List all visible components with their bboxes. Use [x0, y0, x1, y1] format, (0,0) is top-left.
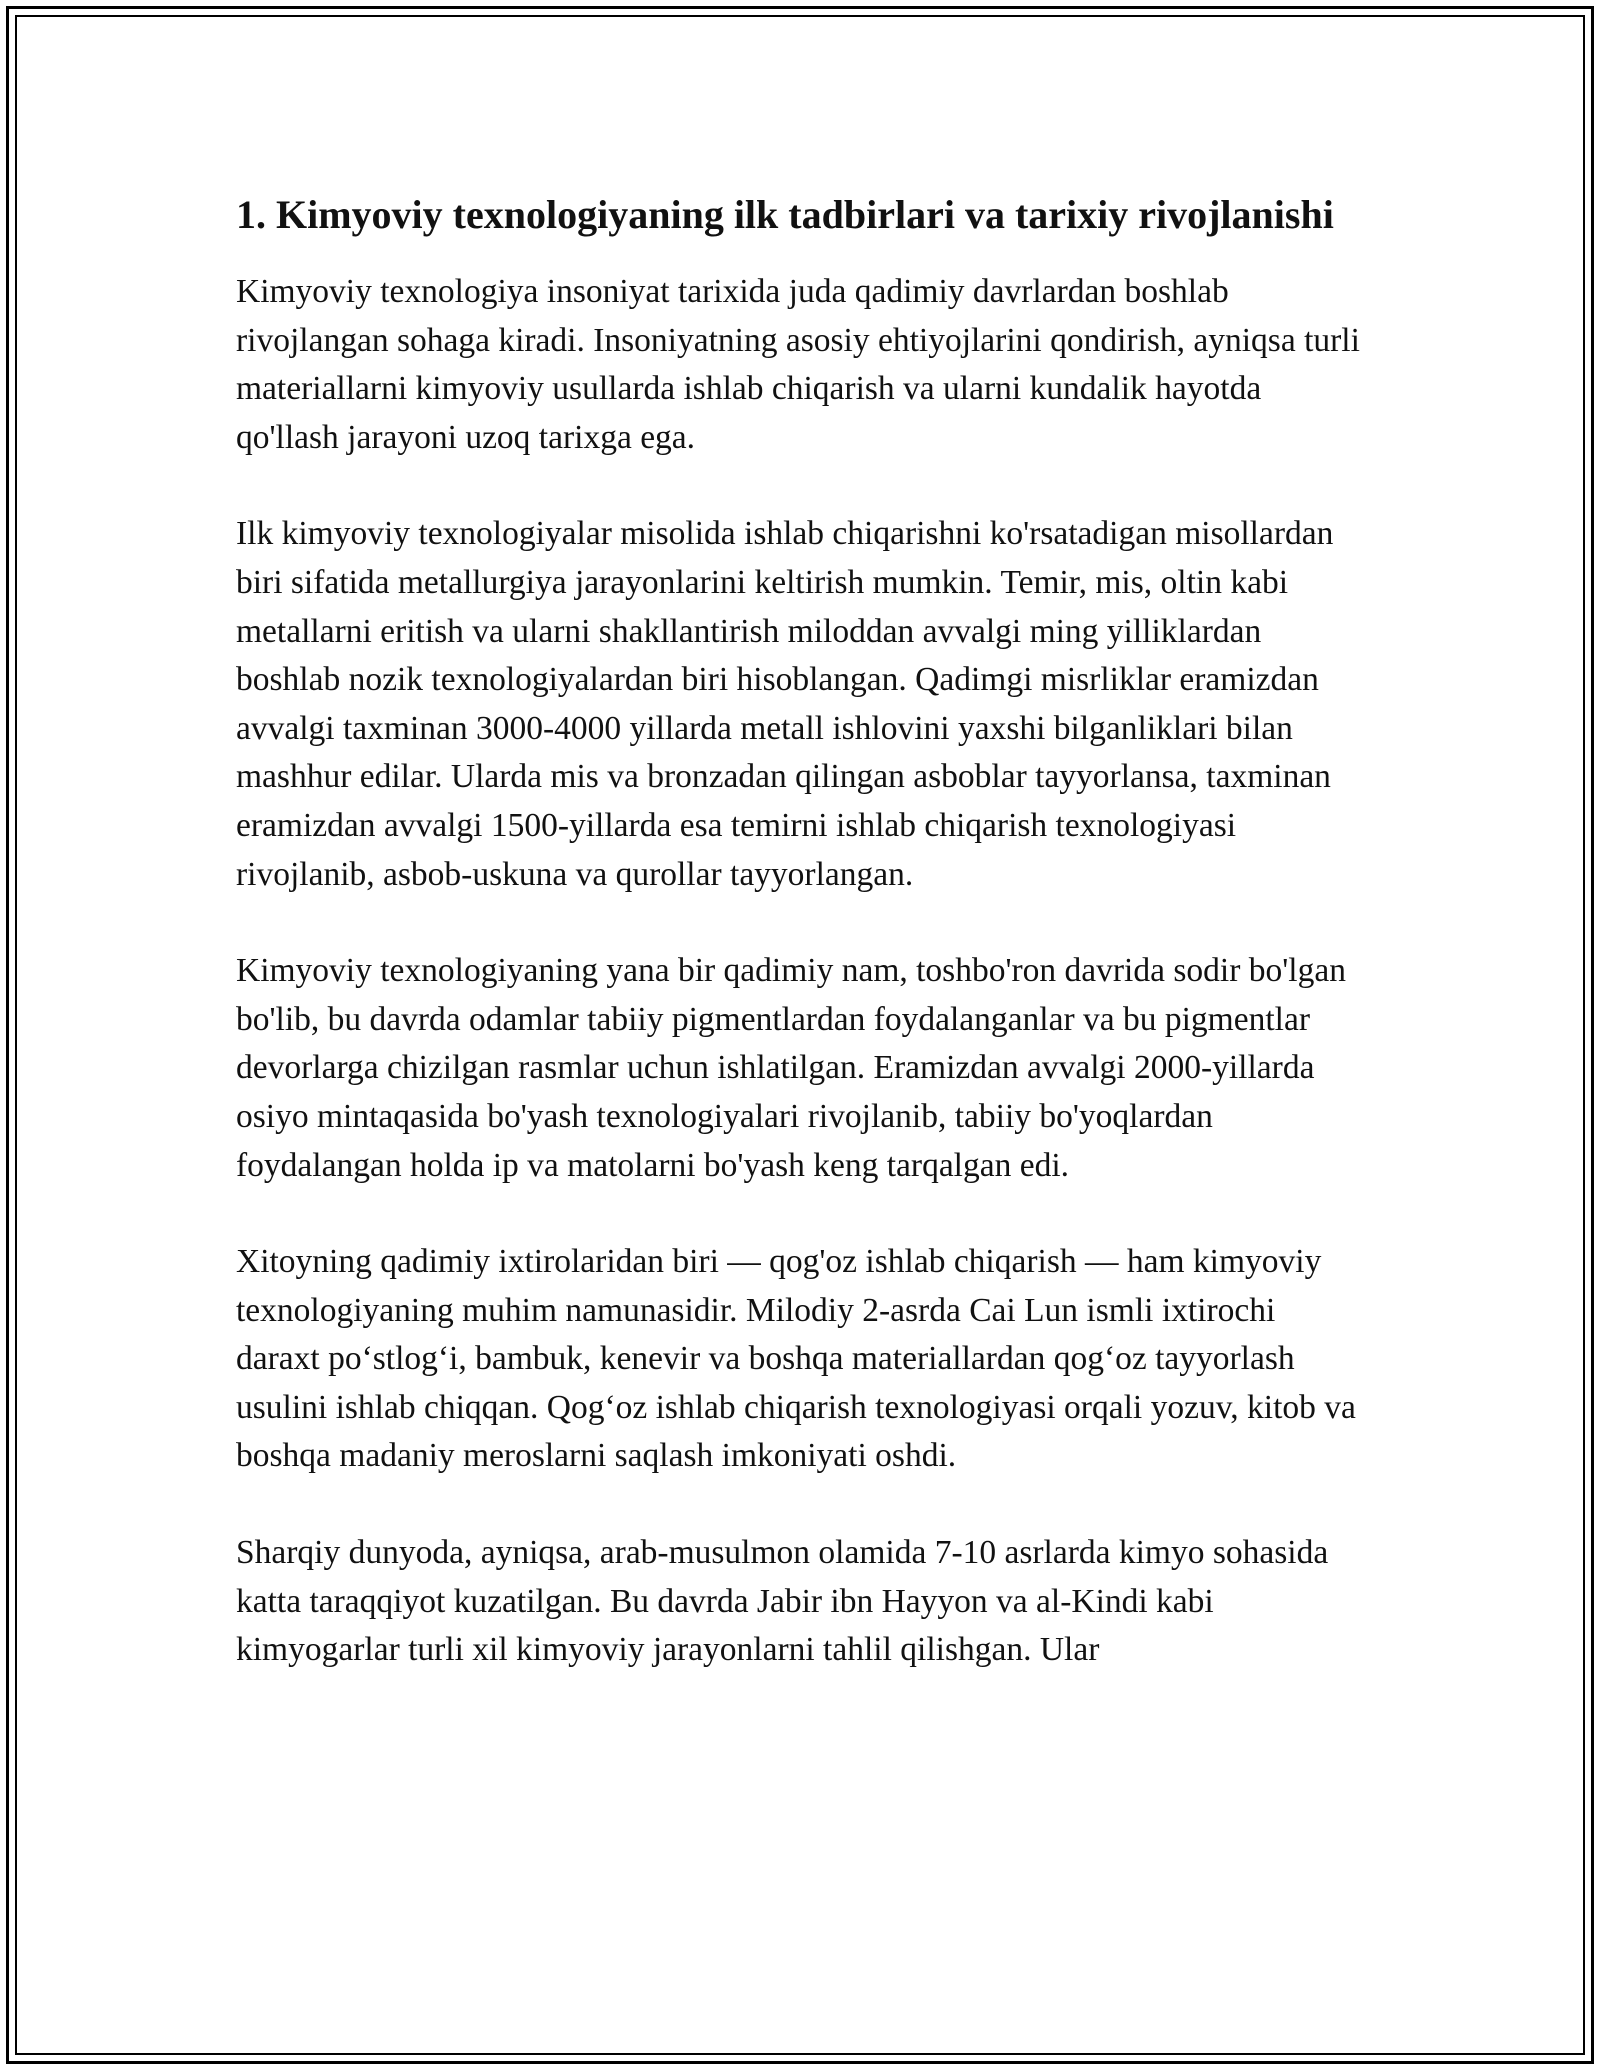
- spacer: [236, 1481, 1366, 1529]
- spacer: [236, 1190, 1366, 1238]
- paragraph-1: Kimyoviy texnologiya insoniyat tarixida juda qadimiy davrlardan boshlab rivojlangan sohaga kiradi. Insoniyatning asosiy ehtiyojlarini qondirish, ayniqsa turli materiallarni kimyoviy usullarda ishlab chiqarish va ularni kundalik hayotda qo'llash jarayoni uzoq tarixga ega.: [236, 273, 1360, 456]
- page-title: 1. Kimyoviy texnologiyaning ilk tadbirlari va tarixiy rivojlanishi: [236, 192, 1334, 237]
- paragraph-5: Sharqiy dunyoda, ayniqsa, arab-musulmon olamida 7-10 asrlarda kimyo sohasida katta taraqqiyot kuzatilgan. Bu davrda Jabir ibn Hayyon va al-Kindi kabi kimyogarlar turli xil kimyoviy jarayonlarni tahlil qilishgan. Ular: [236, 1534, 1329, 1669]
- spacer: [236, 462, 1366, 510]
- paragraph-3: Kimyoviy texnologiyaning yana bir qadimiy nam, toshbo'ron davrida sodir bo'lgan bo'lib, bu davrda odamlar tabiiy pigmentlardan foydalanganlar va bu pigmentlar devorlarga chizilgan rasmlar uchun ishlatilgan. Eramizdan avvalgi 2000-yillarda osiyo mintaqasida bo'yash texnologiyalari rivojlanib, tabiiy bo'yoqlardan foydalangan holda ip va matolarni bo'yash keng tarqalgan edi.: [236, 952, 1346, 1184]
- paragraph-2: Ilk kimyoviy texnologiyalar misolida ishlab chiqarishni ko'rsatadigan misollardan biri sifatida metallurgiya jarayonlarini keltirish mumkin. Temir, mis, oltin kabi metallarni eritish va ularni shakllantirish miloddan avvalgi ming yilliklardan boshlab nozik texnologiyalardan biri hisoblangan. Qadimgi misrliklar eramizdan avvalgi taxminan 3000-4000 yillarda metall ishlovini yaxshi bilganliklari bilan mashhur edilar. Ularda mis va bronzadan qilingan asboblar tayyorlansa, taxminan eramizdan avvalgi 1500-yillarda esa temirni ishlab chiqarish texnologiyasi rivojlanib, asbob-uskuna va qurollar tayyorlangan.: [236, 515, 1334, 893]
- spacer: [236, 899, 1366, 947]
- document-body: [236, 186, 1366, 1675]
- spacer: [236, 244, 1366, 268]
- paragraph-4: Xitoyning qadimiy ixtirolaridan biri — qog'oz ishlab chiqarish — ham kimyoviy texnologiyaning muhim namunasidir. Milodiy 2-asrda Cai Lun ismli ixtirochi daraxt po‘stlog‘i, bambuk, kenevir va boshqa materiallardan qog‘oz tayyorlash usulini ishlab chiqqan. Qog‘oz ishlab chiqarish texnologiyasi orqali yozuv, kitob va boshqa madaniy meroslarni saqlash imkoniyati oshdi.: [236, 1243, 1356, 1475]
